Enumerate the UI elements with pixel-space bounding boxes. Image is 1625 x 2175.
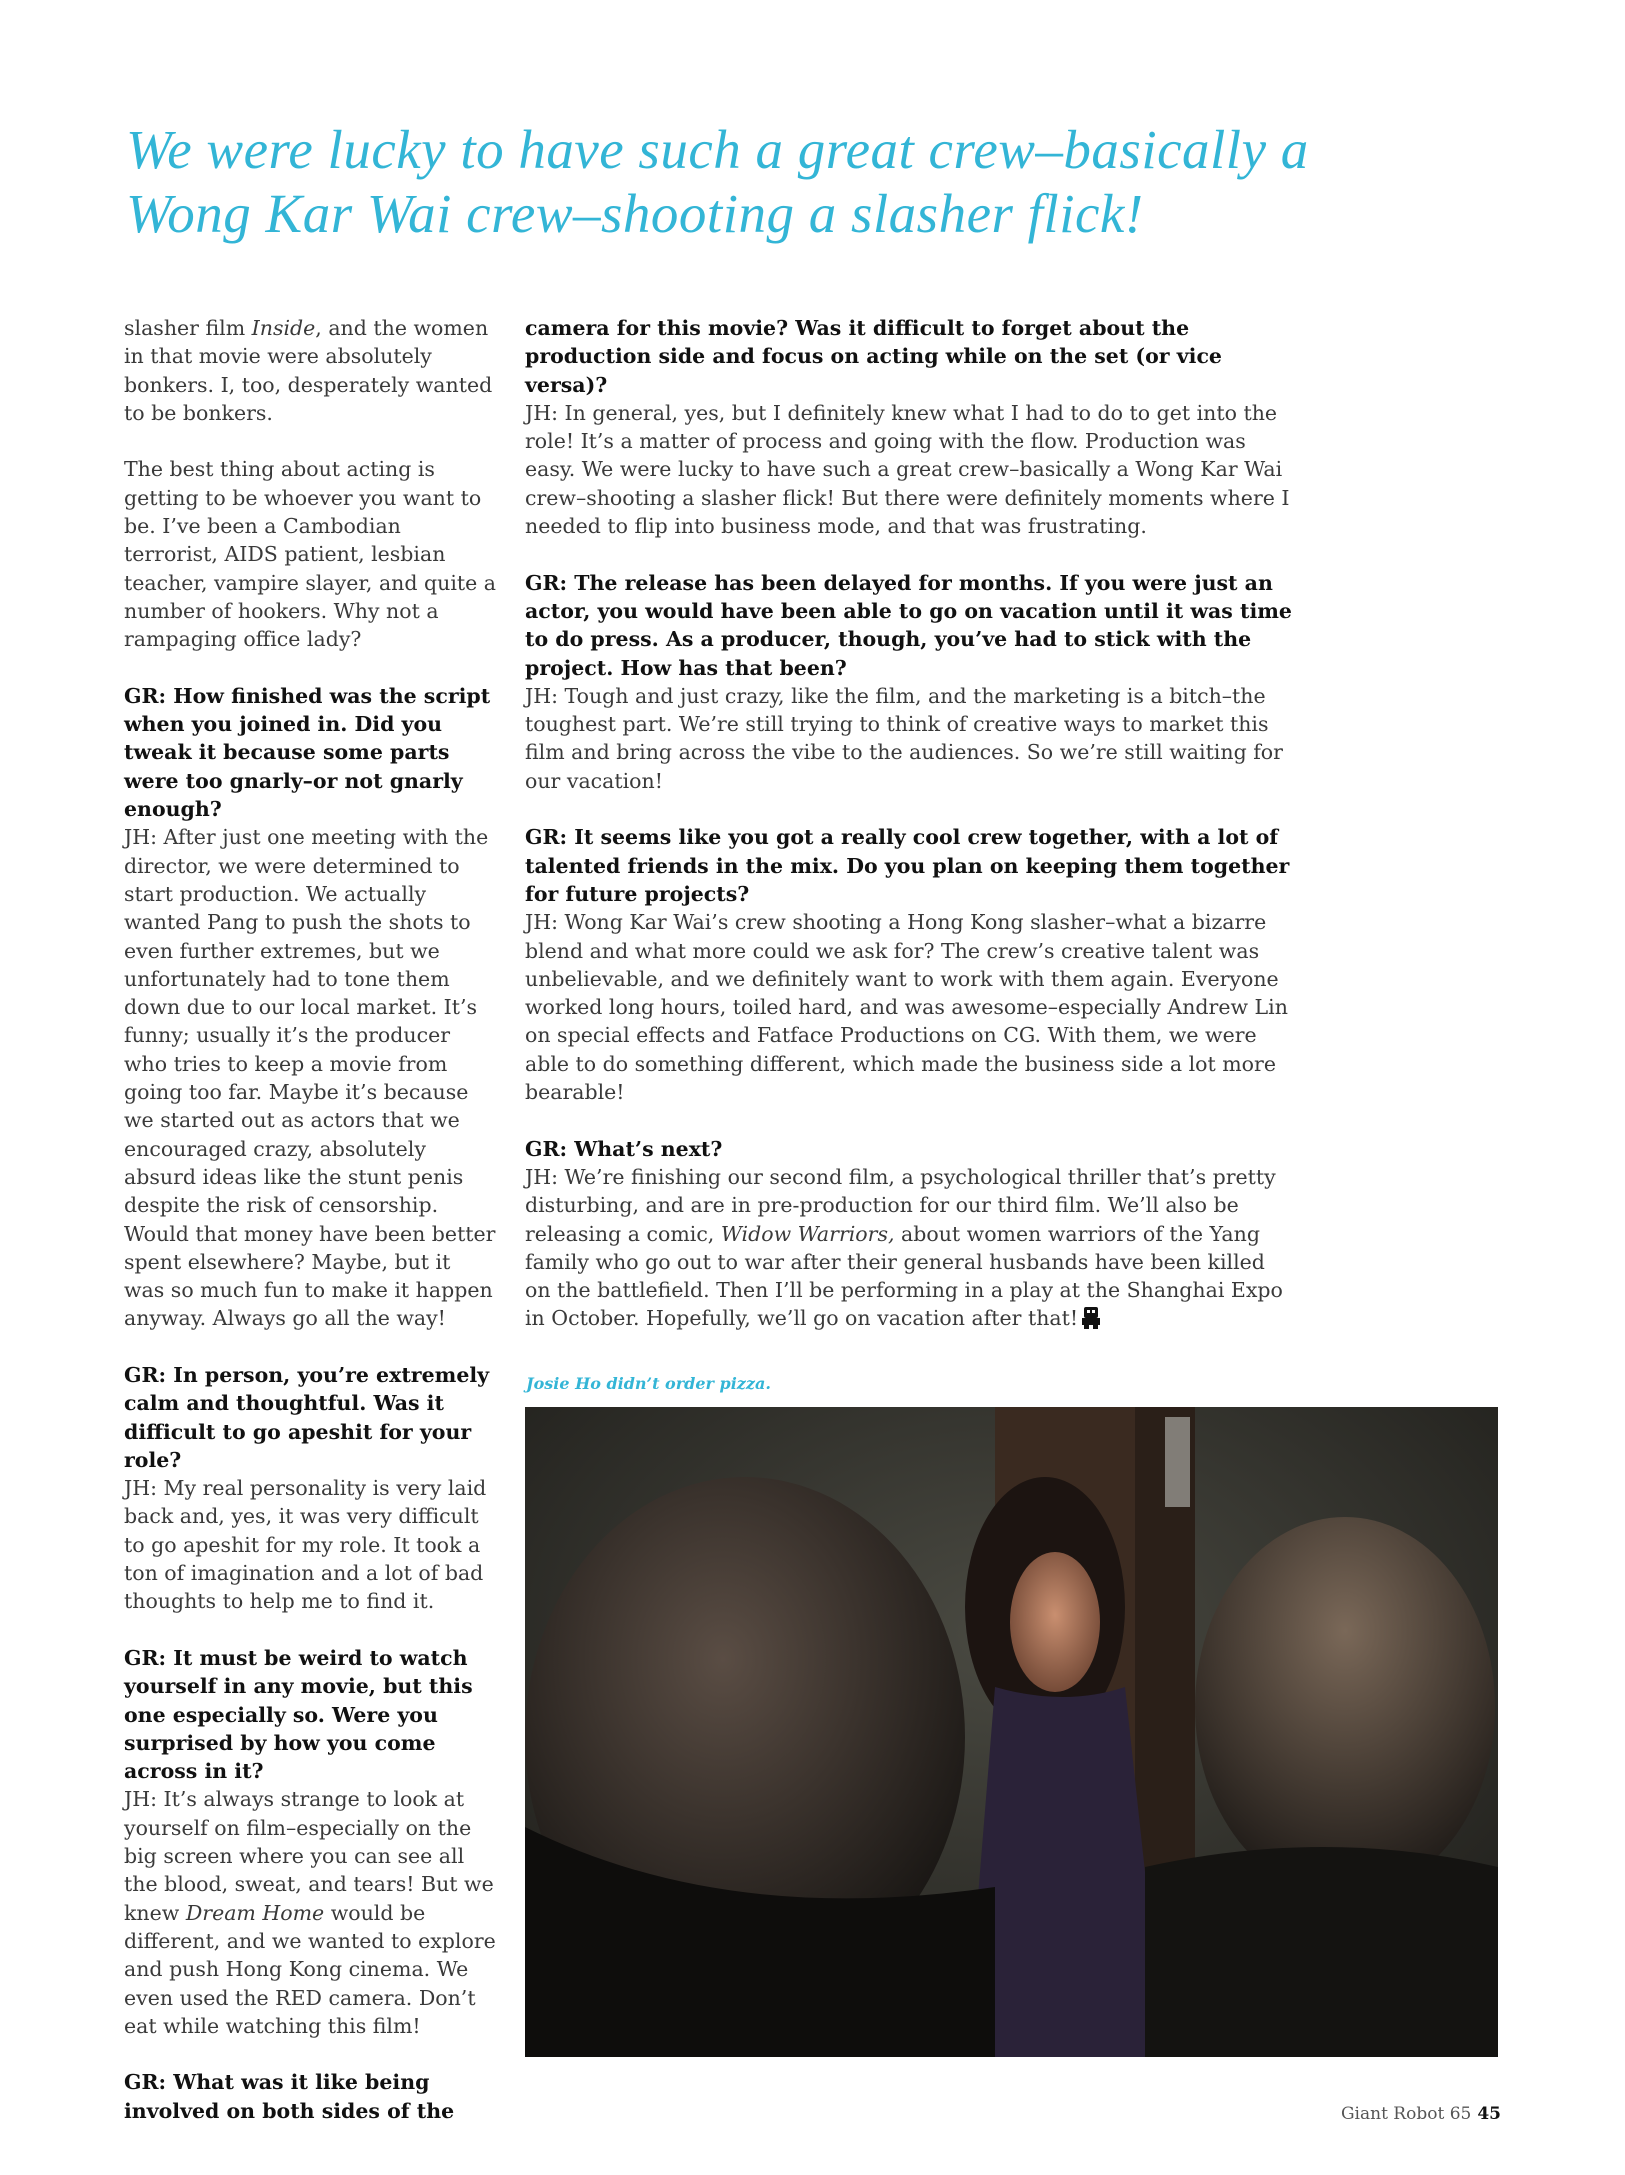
film-title: Inside — [251, 316, 316, 340]
interview-answer: about women warriors of the Yang family who go out to war after their general husbands have been killed on the battlefield. Then I’ll be performing in a play at the Shanghai Expo in October. Hopefully, we’ll go on vacation after that! — [525, 1221, 1283, 1331]
qa-block — [525, 1135, 1295, 1333]
interview-question: GR: It seems like you got a really cool crew together, with a lot of talented friends in the mix. Do you plan on keeping them together for future projects? — [525, 825, 1290, 906]
paragraph — [124, 314, 496, 427]
qa-block — [124, 682, 496, 1333]
qa-block — [124, 2068, 496, 2125]
interview-answer: JH: After just one meeting with the director, we were determined to start production. We actually wanted Pang to push the shots to even further extremes, but we unfortunately had to tone them down due to our local market. It’s funny; usually it’s the producer who tries to keep a movie from going too far. Maybe it’s because we started out as actors that we encouraged crazy, absolutely absurd ideas like the stunt penis despite the risk of censorship. Would that money have been better spent elsewhere? Maybe, but it was so much fun to make it happen anyway. Always go all the way! — [124, 825, 496, 1331]
interview-answer: would be different, and we wanted to explore and push Hong Kong cinema. We even used the RED camera. Don’t eat while watching this film! — [124, 1900, 496, 2038]
interview-answer: JH: My real personality is very laid back and, yes, it was very difficult to go apeshit for my role. It took a ton of imagination and a lot of bad thoughts to help me to find it. — [124, 1476, 487, 1614]
photo-caption: Josie Ho didn’t order pizza. — [526, 1374, 771, 1393]
film-title: Dream Home — [185, 1900, 325, 1925]
pull-quote-line-1: We were lucky to have such a great crew–basically a — [126, 119, 1309, 180]
interview-question: GR: It must be weird to watch yourself in any movie, but this one especially so. Were you surprised by how you come across in it? — [124, 1645, 473, 1784]
robot-end-mark-icon — [1080, 1305, 1102, 1329]
paragraph: The best thing about acting is getting to be whoever you want to be. I’ve been a Cambodian terrorist, AIDS patient, lesbian teacher, vampire slayer, and quite a number of hookers. Why not a rampaging office lady? — [124, 457, 497, 652]
interview-question: GR: In person, you’re extremely calm and thoughtful. Was it difficult to go apeshit for your role? — [124, 1362, 490, 1472]
page-footer — [1341, 2104, 1501, 2124]
article-column-2 — [525, 314, 1295, 1361]
interview-question: camera for this movie? Was it difficult to forget about the production side and focus on acting while on the set (or vice versa)? — [525, 316, 1222, 397]
qa-block — [124, 1644, 496, 2040]
article-column-1 — [124, 314, 496, 2153]
comic-title: Widow Warriors, — [720, 1221, 895, 1246]
qa-block — [525, 569, 1295, 795]
qa-block — [525, 314, 1295, 540]
pull-quote-line-2: Wong Kar Wai crew–shooting a slasher flick! — [126, 183, 1144, 244]
interview-question: GR: How finished was the script when you joined in. Did you tweak it because some parts were too gnarly–or not gnarly enough? — [124, 683, 491, 822]
interview-answer: JH: In general, yes, but I definitely knew what I had to do to get into the role! It’s a matter of process and going with the flow. Production was easy. We were lucky to have such a great crew–basically a Wong Kar Wai crew–shooting a slasher flick! But there were definitely moments where I needed to flip into business mode, and that was frustrating. — [525, 400, 1290, 539]
pull-quote — [126, 118, 1376, 246]
film-still-photo — [525, 1407, 1498, 2057]
qa-block — [525, 823, 1295, 1106]
magazine-name: Giant Robot 65 — [1340, 2104, 1472, 2124]
interview-answer: JH: Wong Kar Wai’s crew shooting a Hong Kong slasher–what a bizarre blend and what more could we ask for? The crew’s creative talent was unbelievable, and we definitely want to work with them again. Everyone worked long hours, toiled hard, and was awesome–especially Andrew Lin on special effects and Fatface Productions on CG. With them, we were able to do something different, which made the business side a lot more bearable! — [525, 910, 1288, 1105]
qa-block — [124, 1361, 496, 1616]
interview-question: GR: What’s next? — [525, 1136, 723, 1161]
interview-question: GR: The release has been delayed for months. If you were just an actor, you would have been able to go on vacation until it was time to do press. As a producer, though, you’ve had to stick with the project. How has that been? — [525, 570, 1292, 680]
page-number: 45 — [1477, 2104, 1501, 2124]
text-run: slasher film — [124, 316, 252, 340]
interview-answer: JH: It’s always strange to look at yourself on film–especially on the big screen where you can see all the blood, sweat, and tears! But we knew — [124, 1787, 494, 1925]
interview-answer: JH: We’re finishing our second film, a psychological thriller that’s pretty disturbing, and are in pre-production for our third film. We’ll also be releasing a comic, — [525, 1164, 1276, 1246]
text-run: , and the women in that movie were absolutely bonkers. I, too, desperately wanted to be bonkers. — [124, 316, 493, 425]
interview-answer: JH: Tough and just crazy, like the film, and the marketing is a bitch–the toughest part. We’re still trying to think of creative ways to market this film and bring across the vibe to the audiences. So we’re still waiting for our vacation! — [525, 683, 1283, 793]
interview-question: GR: What was it like being involved on both sides of the — [124, 2070, 455, 2123]
